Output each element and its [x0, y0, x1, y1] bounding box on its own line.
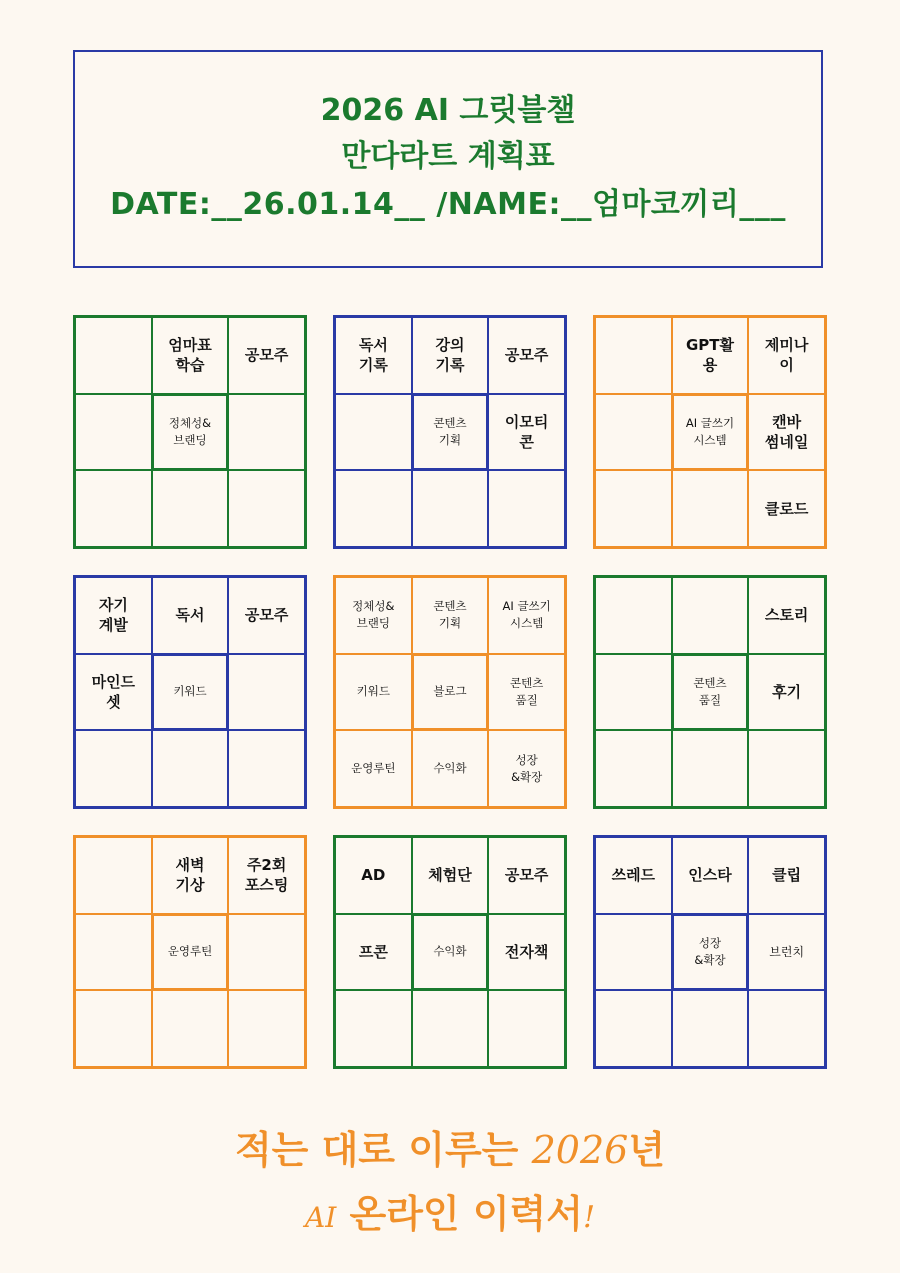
goal-cell: 엄마표 학습 — [152, 317, 229, 394]
goal-cell: 클로드 — [748, 470, 825, 547]
goal-cell: 공모주 — [228, 577, 305, 654]
goal-cell — [75, 990, 152, 1067]
goal-cell — [75, 470, 152, 547]
block-center-cell: 운영루틴 — [152, 914, 229, 991]
goal-cell — [748, 730, 825, 807]
title-line: 2026 AI 그릿블챌 — [320, 93, 576, 128]
goal-cell: 제미나 이 — [748, 317, 825, 394]
mandalart-block-1 — [73, 315, 307, 549]
block-center-cell: AI 글쓰기 시스템 — [672, 394, 749, 471]
goal-cell: 쓰레드 — [595, 837, 672, 914]
goal-cell: 정체성& 브랜딩 — [335, 577, 412, 654]
goal-cell — [595, 914, 672, 991]
goal-cell: 클립 — [748, 837, 825, 914]
footer-line-1 — [0, 1122, 900, 1178]
block-center-cell: 수익화 — [412, 914, 489, 991]
goal-cell — [672, 990, 749, 1067]
title-box — [73, 50, 823, 268]
footer-text: 적는 대로 이루는 — [234, 1128, 532, 1172]
goal-cell: 자기 계발 — [75, 577, 152, 654]
block-center-cell: 정체성& 브랜딩 — [152, 394, 229, 471]
goal-cell — [412, 470, 489, 547]
goal-cell — [595, 577, 672, 654]
goal-cell — [152, 730, 229, 807]
goal-cell: 강의 기록 — [412, 317, 489, 394]
goal-cell — [488, 470, 565, 547]
mandalart-block-2 — [333, 315, 567, 549]
goal-cell: 새벽 기상 — [152, 837, 229, 914]
block-center-cell: 키워드 — [152, 654, 229, 731]
footer-line-2 — [0, 1186, 900, 1246]
block-center-cell: 블로그 — [412, 654, 489, 731]
goal-cell — [228, 394, 305, 471]
footer-suffix: 년 — [628, 1128, 666, 1172]
goal-cell: 체험단 — [412, 837, 489, 914]
goal-cell: 공모주 — [228, 317, 305, 394]
goal-cell: 전자책 — [488, 914, 565, 991]
goal-cell: 스토리 — [748, 577, 825, 654]
goal-cell: 수익화 — [412, 730, 489, 807]
goal-cell — [672, 470, 749, 547]
goal-cell — [595, 470, 672, 547]
goal-cell: GPT활 용 — [672, 317, 749, 394]
goal-cell: 브런치 — [748, 914, 825, 991]
footer-ai: AI — [304, 1201, 337, 1234]
goal-cell: 공모주 — [488, 837, 565, 914]
goal-cell: 이모티 콘 — [488, 394, 565, 471]
mandalart-block-6 — [593, 575, 827, 809]
goal-cell: 운영루틴 — [335, 730, 412, 807]
goal-cell — [228, 730, 305, 807]
subtitle-line: 만다라트 계획표 — [341, 139, 555, 174]
block-center-cell: 콘텐츠 기획 — [412, 394, 489, 471]
block-center-cell: 콘텐츠 품질 — [672, 654, 749, 731]
goal-cell — [672, 730, 749, 807]
block-center-cell: 성장 &확장 — [672, 914, 749, 991]
goal-cell — [595, 730, 672, 807]
goal-cell — [75, 394, 152, 471]
mandalart-block-7 — [73, 835, 307, 1069]
goal-cell — [672, 577, 749, 654]
mandalart-block-3 — [593, 315, 827, 549]
goal-cell — [152, 990, 229, 1067]
goal-cell: AI 글쓰기 시스템 — [488, 577, 565, 654]
goal-cell: 독서 — [152, 577, 229, 654]
goal-cell — [748, 990, 825, 1067]
goal-cell — [75, 317, 152, 394]
goal-cell — [595, 317, 672, 394]
goal-cell: 캔바 썸네일 — [748, 394, 825, 471]
goal-cell — [595, 990, 672, 1067]
goal-cell: 성장 &확장 — [488, 730, 565, 807]
mandalart-block-8 — [333, 835, 567, 1069]
goal-cell: 주2회 포스팅 — [228, 837, 305, 914]
mandalart-block-5 — [333, 575, 567, 809]
goal-cell — [228, 914, 305, 991]
goal-cell — [75, 914, 152, 991]
goal-cell: AD — [335, 837, 412, 914]
goal-cell — [75, 837, 152, 914]
date-name-line: DATE:__26.01.14__ /NAME:__엄마코끼리___ — [110, 187, 786, 222]
goal-cell — [488, 990, 565, 1067]
goal-cell: 콘텐츠 기획 — [412, 577, 489, 654]
mandalart-block-4 — [73, 575, 307, 809]
goal-cell — [335, 470, 412, 547]
goal-cell: 후기 — [748, 654, 825, 731]
footer-year: 2026 — [531, 1128, 629, 1172]
goal-cell: 마인드 셋 — [75, 654, 152, 731]
goal-cell — [228, 470, 305, 547]
goal-cell: 독서 기록 — [335, 317, 412, 394]
footer-text-2: 온라인 이력서 — [336, 1192, 583, 1236]
goal-cell — [595, 654, 672, 731]
goal-cell — [152, 470, 229, 547]
goal-cell: 인스타 — [672, 837, 749, 914]
footer-exclaim: ! — [582, 1200, 596, 1235]
goal-cell — [228, 990, 305, 1067]
goal-cell: 키워드 — [335, 654, 412, 731]
goal-cell — [412, 990, 489, 1067]
goal-cell: 공모주 — [488, 317, 565, 394]
mandalart-block-9 — [593, 835, 827, 1069]
goal-cell — [595, 394, 672, 471]
goal-cell — [335, 990, 412, 1067]
goal-cell — [335, 394, 412, 471]
goal-cell: 콘텐츠 품질 — [488, 654, 565, 731]
goal-cell — [228, 654, 305, 731]
goal-cell: 프콘 — [335, 914, 412, 991]
goal-cell — [75, 730, 152, 807]
